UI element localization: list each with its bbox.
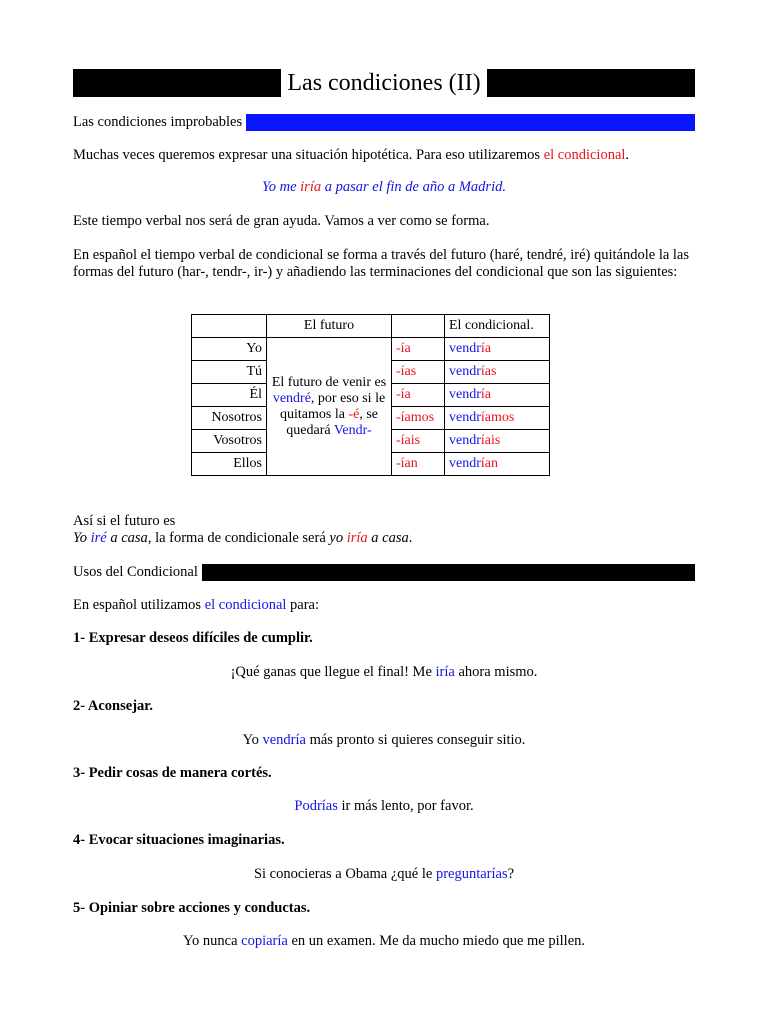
title-row (73, 68, 695, 98)
asi-paragraph (73, 513, 695, 547)
usos-intro-condicional: el condicional (204, 597, 287, 613)
ending-cell: -ían (392, 453, 445, 476)
uso-post: más pronto si quieres conseguir sitio. (305, 732, 526, 748)
asi-line-2 (73, 530, 695, 547)
intro-paragraph (73, 147, 695, 164)
pronoun-cell: Tú (192, 361, 267, 384)
uso-pre: ¡Qué ganas que llegue el final! Me (230, 664, 436, 680)
stem: vendr (449, 433, 481, 448)
section-label: Las condiciones improbables (73, 113, 243, 130)
futuro-note-cell (267, 338, 392, 476)
uso-pre: Si conocieras a Obama ¿qué le (253, 866, 436, 882)
note-vendr-stem: Vendr- (333, 422, 372, 438)
intro-condicional: el condicional (543, 147, 626, 163)
section-bar-blue (246, 114, 695, 131)
pronoun-cell: Él (192, 384, 267, 407)
title-bar-right (487, 69, 695, 97)
example-sentence (73, 179, 695, 196)
asi-yo: Yo (73, 530, 91, 546)
paragraph-formacion: En español el tiempo verbal de condicional se forma a través del futuro (haré, tendré, iré) quitándole la las formas del futuro (har-, tendr-, ir-) y añadiendo las terminaciones del condicional que son las siguientes: (73, 247, 690, 280)
uso-pre: Yo nunca (182, 933, 242, 949)
intro-end: . (625, 147, 630, 163)
suffix: ía (480, 387, 491, 402)
uso-verb: copiaría (241, 933, 288, 949)
conditional-cell (445, 338, 550, 361)
note-text-5: , se quedará (286, 406, 378, 438)
asi-mid: , la forma de condicionale será (147, 530, 330, 546)
note-vendre: vendré (272, 390, 311, 406)
note-text-3: , por eso si le quitamos la (280, 390, 386, 422)
suffix: ías (480, 364, 497, 379)
uso-example-2 (73, 732, 695, 749)
uso-example-5 (73, 933, 695, 950)
note-e-ending: -é (348, 406, 360, 422)
conditional-cell (445, 361, 550, 384)
conditional-cell (445, 384, 550, 407)
uso-post: ahora mismo. (454, 664, 538, 680)
uso-verb: Podrías (294, 798, 338, 814)
conditional-cell (445, 430, 550, 453)
suffix: íais (480, 433, 501, 448)
uso-post: ir más lento, por favor. (337, 798, 474, 814)
asi-line-1: Así si el futuro es (73, 513, 176, 529)
example-pre: Yo me (262, 179, 301, 195)
example-verb: iría (300, 179, 322, 195)
note-text-1: El futuro de venir es (271, 374, 387, 390)
pronoun-cell: Ellos (192, 453, 267, 476)
stem: vendr (449, 364, 481, 379)
page-title: Las condiciones (II) (287, 70, 481, 96)
table-header-row (192, 315, 550, 338)
conditional-cell (445, 407, 550, 430)
uso-example-4 (73, 866, 695, 883)
intro-text: Muchas veces queremos expresar una situación hipotética. Para eso utilizaremos (73, 147, 544, 163)
title-bar-left (73, 69, 281, 97)
uso-heading-3: 3- Pedir cosas de manera cortés. (73, 765, 272, 781)
header-futuro: El futuro (267, 315, 392, 338)
suffix: íamos (480, 410, 515, 425)
section-heading-improbables (73, 113, 695, 131)
header-empty-2 (392, 315, 445, 338)
usos-intro-post: para: (286, 597, 320, 613)
uso-post: en un examen. Me da mucho miedo que me pillen. (287, 933, 586, 949)
usos-intro-pre: En español utilizamos (73, 597, 205, 613)
uso-verb: iría (435, 664, 455, 680)
header-empty-1 (192, 315, 267, 338)
ending-cell: -ía (392, 384, 445, 407)
uso-post: ? (507, 866, 515, 882)
pronoun-cell: Yo (192, 338, 267, 361)
usos-intro (73, 597, 695, 614)
stem: vendr (449, 341, 481, 356)
section-label: Usos del Condicional (73, 563, 198, 580)
stem: vendr (449, 387, 481, 402)
conditional-cell (445, 453, 550, 476)
uso-verb: preguntarías (435, 866, 508, 882)
asi-ire: iré (90, 530, 107, 546)
asi-a-casa-2: a casa (367, 530, 409, 546)
asi-end: . (408, 530, 413, 546)
uso-heading-2: 2- Aconsejar. (73, 698, 154, 714)
uso-example-3 (73, 798, 695, 815)
uso-example-1 (73, 664, 695, 681)
uso-pre: Yo (242, 732, 263, 748)
uso-heading-1: 1- Expresar deseos difíciles de cumplir. (73, 630, 313, 646)
section-heading-usos (73, 563, 695, 581)
asi-iria: iría (346, 530, 368, 546)
stem: vendr (449, 410, 481, 425)
header-condicional: El condicional. (445, 315, 550, 338)
ending-cell: -íamos (392, 407, 445, 430)
table-row (192, 338, 550, 361)
suffix: ían (480, 456, 498, 471)
pronoun-cell: Nosotros (192, 407, 267, 430)
uso-heading-4: 4- Evocar situaciones imaginarias. (73, 832, 285, 848)
section-bar-black (202, 564, 695, 581)
ending-cell: -ía (392, 338, 445, 361)
ending-cell: -ías (392, 361, 445, 384)
asi-yo-2: yo (329, 530, 347, 546)
ending-cell: -íais (392, 430, 445, 453)
example-post: a pasar el fin de año a Madrid. (321, 179, 506, 195)
uso-verb: vendría (262, 732, 306, 748)
asi-a-casa: a casa (106, 530, 148, 546)
paragraph-ayuda: Este tiempo verbal nos será de gran ayuda. Vamos a ver como se forma. (73, 213, 490, 229)
uso-heading-5: 5- Opiniar sobre acciones y conductas. (73, 900, 311, 916)
stem: vendr (449, 456, 481, 471)
conjugation-table (191, 314, 550, 476)
suffix: ía (480, 341, 491, 356)
pronoun-cell: Vosotros (192, 430, 267, 453)
